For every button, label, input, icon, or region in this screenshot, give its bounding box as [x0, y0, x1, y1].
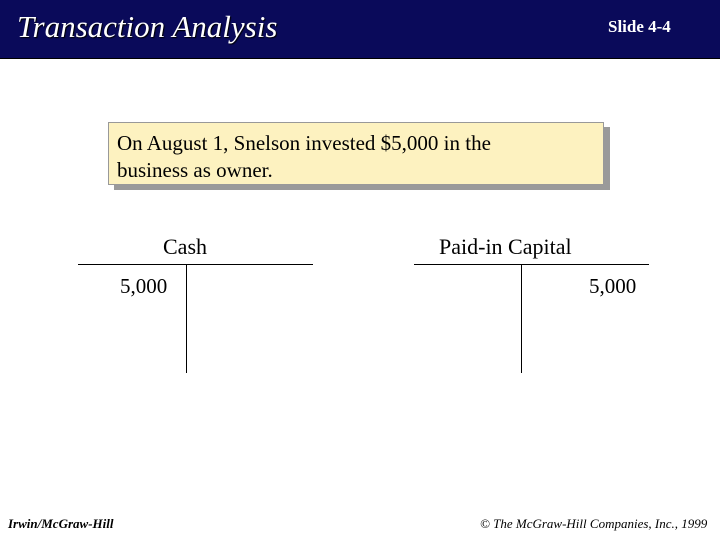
t-account-title: Paid-in Capital	[439, 234, 572, 259]
t-account-credit-amount: 5,000	[589, 274, 637, 298]
t-account-center-line	[521, 264, 522, 373]
footer-copyright: © The McGraw-Hill Companies, Inc., 1999	[480, 516, 708, 531]
t-account-top-line	[414, 264, 649, 265]
slide-number: Slide 4-4	[608, 17, 671, 36]
t-account-center-line	[186, 264, 187, 373]
callout-line-2: business as owner.	[117, 158, 273, 182]
t-account-debit-amount: 5,000	[120, 274, 168, 298]
slide-header	[0, 0, 720, 59]
t-account-top-line	[78, 264, 313, 265]
t-account-title: Cash	[163, 234, 207, 259]
transaction-callout	[108, 122, 604, 185]
slide-title: Transaction Analysis	[17, 9, 278, 44]
callout-line-1: On August 1, Snelson invested $5,000 in the	[117, 131, 491, 155]
footer-publisher: Irwin/McGraw-Hill	[8, 516, 114, 531]
